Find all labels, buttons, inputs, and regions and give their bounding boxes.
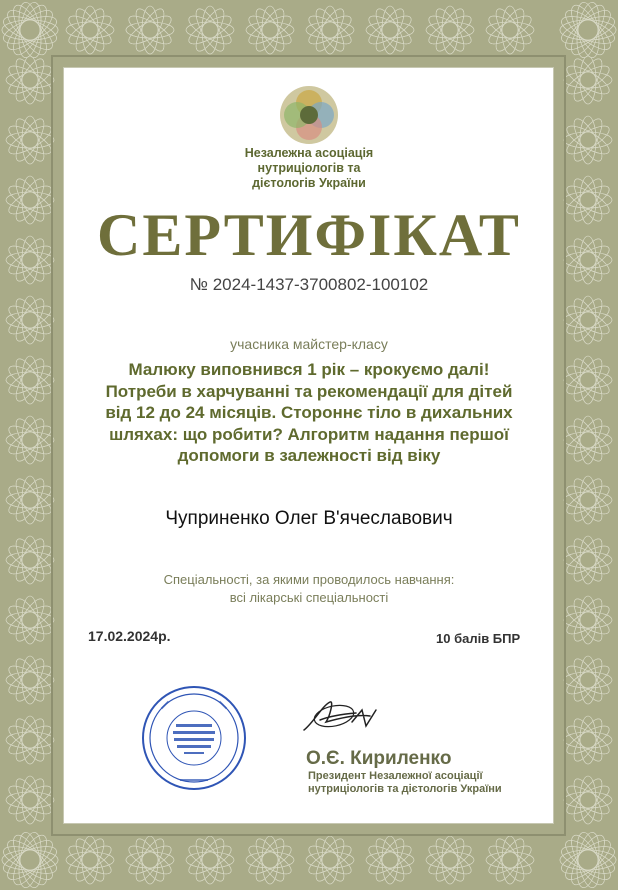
organization-logo — [278, 84, 340, 146]
course-title-line: Малюку виповнився 1 рік – крокуємо далі! — [128, 360, 490, 379]
signer-name: О.Є. Кириленко — [306, 748, 452, 769]
certificate-subtitle: учасника майстер-класу — [230, 336, 388, 352]
course-title — [66, 359, 552, 467]
course-title-line: допомоги в залежності від віку — [177, 446, 441, 465]
course-title-line: Потреби в харчуванні та рекомендації для дітей — [105, 381, 513, 401]
specialties — [0, 571, 618, 607]
participant-name: Чуприненко Олег В'ячеславович — [165, 508, 453, 529]
certificate-number: № 2024-1437-3700802-100102 — [189, 275, 429, 294]
issue-date: 17.02.2024р. — [88, 628, 171, 644]
cme-points: 10 балів БПР — [436, 631, 521, 646]
certificate-title: СЕРТИФІКАТ — [97, 202, 521, 268]
signer-role-line: нутриціологів та дієтологів України — [308, 782, 502, 795]
organization-name-line: нутриціологів та — [257, 161, 361, 175]
course-title-line: від 12 до 24 місяців. Стороннє тіло в дихальних — [105, 403, 513, 422]
signer-role — [308, 770, 502, 795]
official-stamp — [140, 684, 248, 792]
signature — [300, 696, 384, 736]
organization-name — [0, 146, 618, 191]
organization-name-line: Незалежна асоціація — [244, 146, 374, 160]
specialties-label: Спеціальності, за якими проводилось навчання: — [163, 572, 455, 587]
organization-name-line: дієтологів України — [252, 176, 366, 190]
signer-role-line: Президент Незалежної асоціації — [308, 770, 483, 782]
course-title-line: шляхах: що робити? Алгоритм надання першої — [109, 424, 509, 444]
specialties-value: всі лікарські спеціальності — [229, 590, 389, 605]
